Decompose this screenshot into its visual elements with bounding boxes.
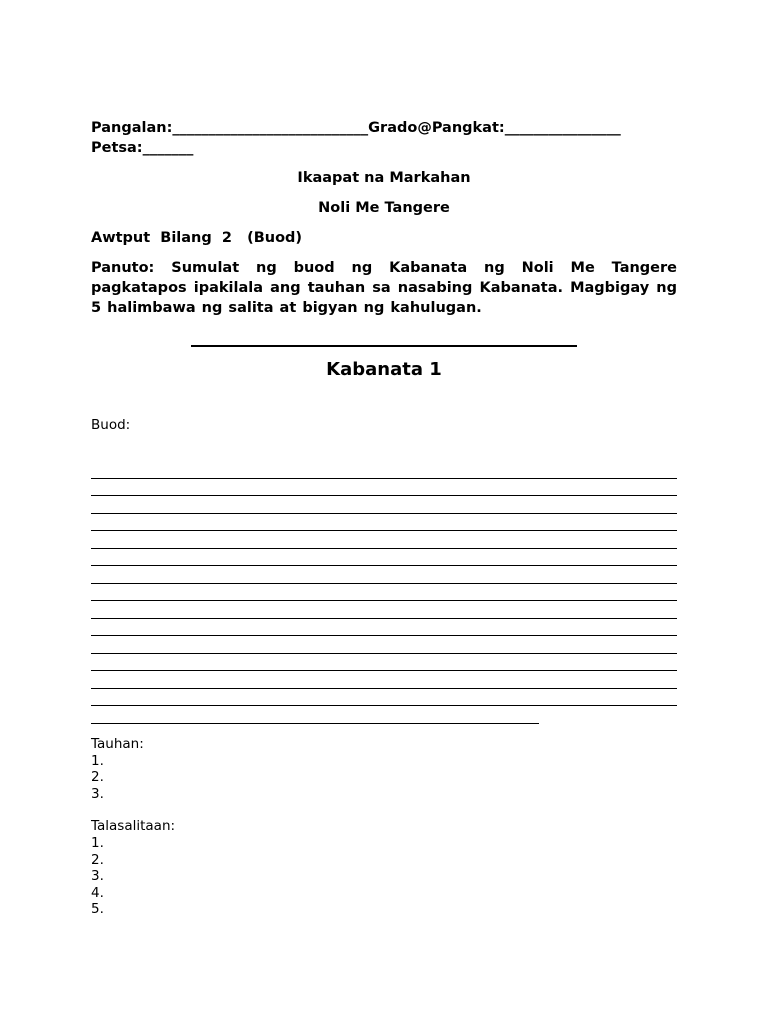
tauhan-item: 2.: [91, 769, 104, 785]
writing-line[interactable]: [91, 550, 677, 568]
talasalitaan-list: [91, 835, 677, 918]
talasalitaan-item: 3.: [91, 868, 104, 884]
tauhan-item: 3.: [91, 785, 104, 802]
writing-line[interactable]: [91, 602, 677, 620]
petsa-line: Petsa:_______: [91, 140, 194, 156]
tauhan-list: [91, 753, 677, 803]
talasalitaan-item: 4.: [91, 884, 104, 901]
talasalitaan-item: 1.: [91, 835, 104, 851]
writing-line[interactable]: [91, 462, 677, 480]
buod-writing-lines: [91, 462, 677, 725]
tauhan-item: 1.: [91, 752, 104, 769]
writing-line[interactable]: [91, 480, 677, 498]
writing-line[interactable]: [91, 672, 677, 690]
writing-line[interactable]: [91, 585, 677, 603]
writing-line[interactable]: [91, 655, 677, 673]
writing-line[interactable]: [91, 637, 677, 655]
writing-line[interactable]: [91, 620, 677, 638]
talasalitaan-label: Talasalitaan:: [91, 818, 176, 834]
writing-line[interactable]: [91, 567, 677, 585]
talasalitaan-item: 5.: [91, 901, 104, 917]
quarter-title: Ikaapat na Markahan: [297, 170, 471, 186]
talasalitaan-item: 2.: [91, 851, 104, 868]
panuto-instructions: Panuto: Sumulat ng buod ng Kabanata ng Noli Me Tangere pagkatapos ipakilala ang tauhan sa nasabing Kabanata. Magbigay ng 5 halimbawa ng salita at bigyan ng kahulugan.: [91, 260, 677, 316]
chapter-title: Kabanata 1: [326, 359, 442, 380]
worksheet-content: [91, 118, 677, 918]
buod-label: Buod:: [91, 417, 131, 433]
writing-line[interactable]: [91, 532, 677, 550]
pangalan-grado-line: Pangalan:___________________________Grado@Pangkat:________________: [91, 120, 621, 136]
awtput-heading: Awtput Bilang 2 (Buod): [91, 230, 303, 246]
writing-line-last[interactable]: [91, 707, 677, 725]
writing-line[interactable]: [91, 515, 677, 533]
writing-line[interactable]: [91, 497, 677, 515]
writing-line[interactable]: [91, 690, 677, 708]
section-divider: [191, 345, 577, 347]
tauhan-label: Tauhan:: [91, 735, 144, 752]
novel-title: Noli Me Tangere: [318, 200, 450, 216]
